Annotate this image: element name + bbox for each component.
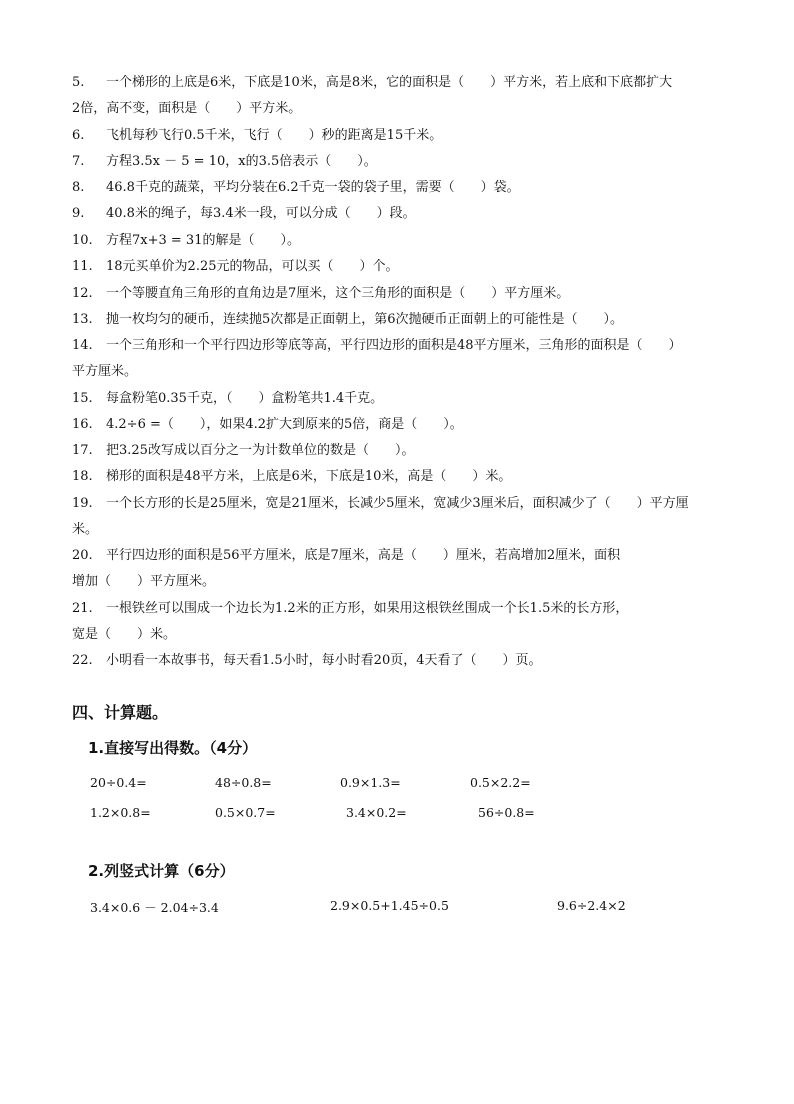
question-number: 18.: [72, 469, 93, 484]
question-text: 每盒粉笔0.35千克，（ ）盒粉笔共1.4千克。: [106, 391, 384, 406]
question-text: 方程3.5x － 5 = 10，x的3.5倍表示（ ）。: [106, 154, 377, 169]
question-text: 40.8米的绳子，每3.4米一段，可以分成（ ）段。: [106, 206, 416, 221]
question-6: [72, 127, 442, 145]
question-15: [72, 390, 383, 408]
calc-item: 0.9×1.3=: [340, 775, 401, 790]
question-text: 平行四边形的面积是56平方厘米，底是7厘米，高是（ ）厘米，若高增加2厘米，面积: [106, 548, 621, 563]
vertical-calc-item: 9.6÷2.4×2: [557, 898, 626, 913]
part1-title: 1.直接写出得数。（4分）: [88, 739, 258, 757]
question-number: 5.: [72, 75, 85, 90]
calc-item: 1.2×0.8=: [90, 805, 151, 820]
question-number: 16.: [72, 417, 93, 432]
calc-item: 3.4×0.2=: [346, 805, 407, 820]
question-12: [72, 285, 569, 303]
question-11: [72, 258, 399, 276]
question-5-continuation: 2倍，高不变，面积是（ ）平方米。: [72, 101, 302, 116]
question-18: [72, 468, 511, 486]
question-text: 梯形的面积是48平方米，上底是6米，下底是10米，高是（ ）米。: [106, 469, 512, 484]
question-number: 21.: [72, 601, 93, 616]
question-number: 6.: [72, 128, 85, 143]
question-text: 一根铁丝可以围成一个边长为1.2米的正方形，如果用这根铁丝围成一个长1.5米的长方形，: [106, 601, 629, 616]
question-22: [72, 652, 542, 670]
question-number: 14.: [72, 338, 93, 353]
question-number: 15.: [72, 391, 93, 406]
question-14: [72, 337, 682, 355]
calc-item: 48÷0.8=: [215, 775, 272, 790]
question-text: 飞机每秒飞行0.5千米，飞行（ ）秒的距离是15千米。: [106, 128, 443, 143]
question-text: 方程7x+3 = 31的解是（ ）。: [106, 233, 300, 248]
calc-item: 0.5×0.7=: [215, 805, 276, 820]
vertical-calc-item: 3.4×0.6 － 2.04÷3.4: [90, 900, 219, 915]
question-text: 46.8千克的蔬菜，平均分装在6.2千克一袋的袋子里，需要（ ）袋。: [106, 180, 520, 195]
question-text: 18元买单价为2.25元的物品，可以买（ ）个。: [106, 259, 399, 274]
vertical-calc-item: 2.9×0.5+1.45÷0.5: [330, 898, 449, 913]
question-number: 13.: [72, 312, 93, 327]
section-title: 四、计算题。: [72, 703, 169, 722]
question-14-continuation: 平方厘米。: [72, 364, 138, 379]
question-20-continuation: 增加（ ）平方厘米。: [72, 574, 216, 589]
part2-title: 2.列竖式计算（6分）: [88, 862, 235, 880]
question-9: [72, 205, 416, 223]
question-21: [72, 600, 628, 618]
question-number: 19.: [72, 496, 93, 511]
calc-item: 20÷0.4=: [90, 775, 147, 790]
calc-item: 56÷0.8=: [478, 805, 535, 820]
question-number: 8.: [72, 180, 85, 195]
question-number: 11.: [72, 259, 93, 274]
question-number: 10.: [72, 233, 93, 248]
question-text: 抛一枚均匀的硬币，连续抛5次都是正面朝上，第6次抛硬币正面朝上的可能性是（ ）。: [106, 312, 624, 327]
question-number: 7.: [72, 154, 85, 169]
question-5: [72, 74, 672, 92]
question-text: 一个梯形的上底是6米，下底是10米，高是8米，它的面积是（ ）平方米，若上底和下底都扩大: [106, 75, 673, 90]
question-text: 小明看一本故事书，每天看1.5小时，每小时看20页，4天看了（ ）页。: [106, 653, 542, 668]
question-text: 4.2÷6 =（ ），如果4.2扩大到原来的5倍，商是（ ）。: [106, 417, 463, 432]
question-text: 把3.25改写成以百分之一为计数单位的数是（ ）。: [106, 443, 415, 458]
question-16: [72, 416, 463, 434]
question-7: [72, 153, 377, 171]
question-19: [72, 495, 689, 513]
question-19-continuation: 米。: [72, 522, 99, 537]
question-10: [72, 232, 300, 250]
question-number: 20.: [72, 548, 93, 563]
question-number: 17.: [72, 443, 93, 458]
question-number: 9.: [72, 206, 85, 221]
question-17: [72, 442, 414, 460]
question-8: [72, 179, 520, 197]
question-13: [72, 311, 623, 329]
question-text: 一个长方形的长是25厘米，宽是21厘米，长减少5厘米，宽减少3厘米后，面积减少了（ ）平方厘: [106, 496, 689, 511]
question-text: 一个三角形和一个平行四边形等底等高，平行四边形的面积是48平方厘米，三角形的面积是（ ）: [106, 338, 682, 353]
question-20: [72, 547, 620, 565]
question-number: 22.: [72, 653, 93, 668]
calc-item: 0.5×2.2=: [470, 775, 531, 790]
question-number: 12.: [72, 286, 93, 301]
question-21-continuation: 宽是（ ）米。: [72, 627, 177, 642]
question-text: 一个等腰直角三角形的直角边是7厘米，这个三角形的面积是（ ）平方厘米。: [106, 286, 570, 301]
